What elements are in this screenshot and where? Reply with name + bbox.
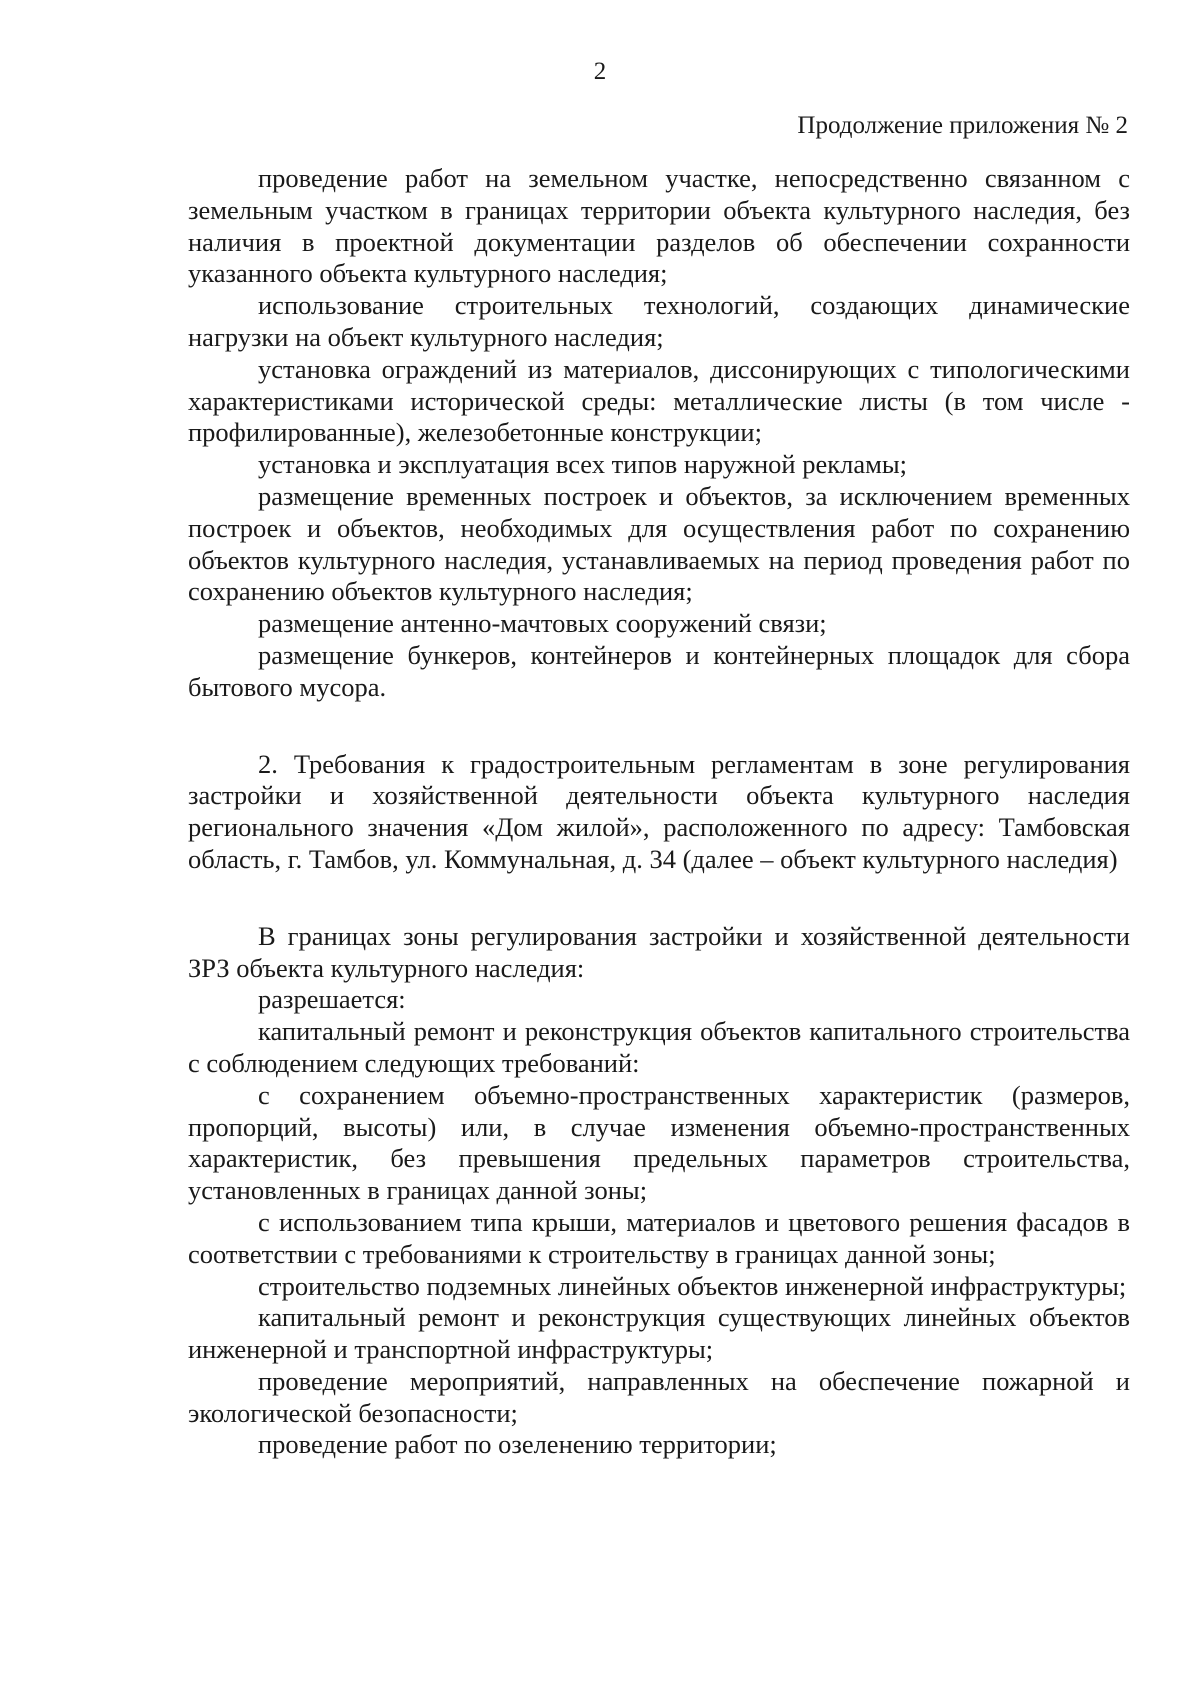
- paragraph: размещение временных построек и объектов, за исключением временных построек и объектов, необходимых для осуществления работ по сохранению объектов культурного наследия, устанавливаемых на период проведения работ по сохранению объектов культурного наследия;: [188, 480, 1130, 607]
- paragraph: размещение бункеров, контейнеров и контейнерных площадок для сбора бытового мусора.: [188, 639, 1130, 702]
- page-number: 2: [593, 58, 607, 85]
- paragraph: проведение работ на земельном участке, непосредственно связанном с земельным участком в границах территории объекта культурного наследия, без наличия в проектной документации разделов об обеспечении сохранности указанного объекта культурного наследия;: [188, 163, 1130, 289]
- paragraph: проведение мероприятий, направленных на обеспечение пожарной и экологической безопасности;: [188, 1365, 1130, 1428]
- section-heading: 2. Требования к градостроительным регламентам в зоне регулирования застройки и хозяйственной деятельности объекта культурного наследия регионального значения «Дом жилой», расположенного по адресу: Тамбовская область, г. Тамбов, ул. Коммунальная, д. 34 (далее – объект культурного наследия): [188, 748, 1130, 874]
- paragraph: использование строительных технологий, создающих динамические нагрузки на объект культурного наследия;: [188, 290, 1130, 352]
- paragraph: разрешается:: [258, 984, 406, 1015]
- paragraph: капитальный ремонт и реконструкция существующих линейных объектов инженерной и транспортной инфраструктуры;: [188, 1302, 1130, 1365]
- paragraph: капитальный ремонт и реконструкция объектов капитального строительства с соблюдением следующих требований:: [188, 1016, 1130, 1078]
- paragraph: строительство подземных линейных объектов инженерной инфраструктуры;: [258, 1270, 1127, 1301]
- document-body: [188, 163, 1130, 1461]
- paragraph: проведение работ по озеленению территории;: [258, 1429, 777, 1460]
- paragraph: установка ограждений из материалов, диссонирующих с типологическими характеристиками исторической среды: металлические листы (в том числе - профилированные), железобетонные конструкции;: [188, 353, 1130, 448]
- paragraph: установка и эксплуатация всех типов наружной рекламы;: [258, 449, 908, 480]
- appendix-continuation-note: Продолжение приложения № 2: [797, 112, 1128, 139]
- paragraph: размещение антенно-мачтовых сооружений связи;: [258, 608, 827, 639]
- paragraph: В границах зоны регулирования застройки и хозяйственной деятельности ЗРЗ объекта культурного наследия:: [188, 920, 1130, 983]
- paragraph: с использованием типа крыши, материалов и цветового решения фасадов в соответствии с требованиями к строительству в границах данной зоны;: [188, 1206, 1130, 1269]
- paragraph: с сохранением объемно-пространственных характеристик (размеров, пропорций, высоты) или, в случае изменения объемно-пространственных характеристик, без превышения предельных параметров строительства, установленных в границах данной зоны;: [188, 1079, 1130, 1206]
